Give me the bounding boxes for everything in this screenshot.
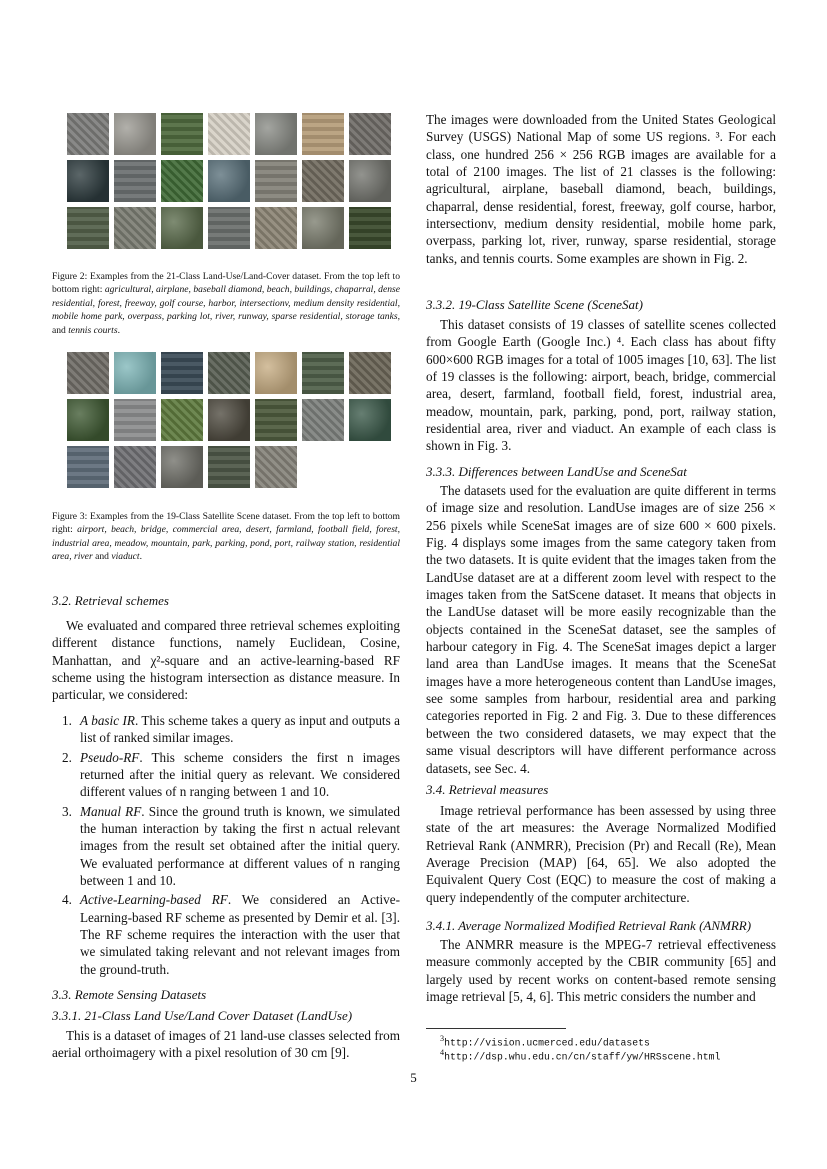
figure-2-tile xyxy=(161,207,203,249)
figure-2-tile xyxy=(114,113,156,155)
figure-3-tile xyxy=(161,399,203,441)
figure-2-image-grid xyxy=(67,113,391,249)
figure-3-tile xyxy=(208,352,250,394)
figure-3-tile xyxy=(161,446,203,488)
figure-2-tile xyxy=(67,207,109,249)
page-number: 5 xyxy=(410,1070,417,1085)
scheme-number: 2. xyxy=(62,749,72,765)
paragraph-retrieval-measures: Image retrieval performance has been assessed by using three state of the art measures: the Average Normalized Modified Retrieval Rank (ANMRR), Precision (Pr) and Recall (Re), Mean Average Precision (MAP) [64, 65]. We also adopted the Equivalent Query Cost (EQC) to measure the cost of making a query independently of the computer architecture. xyxy=(426,803,776,905)
figure-2-tile xyxy=(349,113,391,155)
footnote-rule xyxy=(426,1028,566,1029)
figure-2-tile xyxy=(349,160,391,202)
footnote-4: $^4$http://dsp.whu.edu.cn/cn/staff/yw/HRSscene.html xyxy=(440,1048,721,1063)
scheme-description: . This scheme considers the first n images returned after the initial query as relevant. We considered different values of n ranging between 1 and 10. xyxy=(80,749,400,800)
paragraph-scenesat: This dataset consists of 19 classes of satellite scenes collected from Google Earth (Google Inc.) ⁴. Each class has about fifty 600×600 RGB images for a total of 1005 images [10, 63]. The list of 19 classes is the following: airport, beach, bridge, commercial area, desert, farmland, football field, forest, industrial area, meadow, mountain, park, parking, pond, port, railway station, residential area, river and viaduct. An example of each class is shown in Fig. 3. xyxy=(426,317,776,454)
scheme-name: Pseudo-RF xyxy=(80,749,140,765)
figure-3-tile xyxy=(302,399,344,441)
scheme-list-item xyxy=(52,891,400,978)
figure-3-tile xyxy=(114,446,156,488)
footnote-4-url[interactable]: http://dsp.whu.edu.cn/cn/staff/yw/HRSscene.html xyxy=(444,1051,721,1063)
figure-2-tile xyxy=(302,113,344,155)
scheme-name: Manual RF xyxy=(80,803,142,819)
retrieval-schemes-list xyxy=(52,712,400,980)
scheme-list-item xyxy=(52,803,400,890)
figure-3-tile xyxy=(67,352,109,394)
figure-2-tile xyxy=(114,207,156,249)
figure-2-tile xyxy=(255,113,297,155)
figure-2-tile xyxy=(67,160,109,202)
section-heading-retrieval-schemes: 3.2. Retrieval schemes xyxy=(52,593,169,608)
footnote-3: $^3$http://vision.ucmerced.edu/datasets xyxy=(440,1034,650,1049)
scheme-name: A basic IR xyxy=(80,713,135,728)
figure-3-tile xyxy=(114,352,156,394)
figure-3-caption: Figure 3: Examples from the 19-Class Satellite Scene dataset. From the top left to bottom right: airport, beach, bridge, commercial area, desert, farmland, football field, forest, industrial area, meadow, mountain, park, parking, pond, port, railway station, residential area, river and viaduct. xyxy=(52,511,400,563)
scheme-description: . This scheme takes a query as input and outputs a list of ranked similar images. xyxy=(80,713,400,746)
figure-2-tile xyxy=(255,207,297,249)
scheme-name: Active-Learning-based RF xyxy=(80,892,228,908)
scheme-number: 4. xyxy=(62,892,72,908)
figure-3-tile xyxy=(255,352,297,394)
scheme-description: . Since the ground truth is known, we simulated the human interaction by taking the first n actual relevant images from the result set obtained after the initial query. We evaluated performance at different values of n ranging between 1 and 10. xyxy=(80,803,400,889)
figure-3-tile xyxy=(208,399,250,441)
figure-3-tile xyxy=(349,399,391,441)
figure-3-tile xyxy=(349,352,391,394)
paragraph-anmrr: The ANMRR measure is the MPEG-7 retrieval effectiveness measure commonly accepted by the CBIR community [65] and largely used by recent works on content-based remote sensing image retrieval [5, 4, 6]. This metric considers the number and xyxy=(426,937,776,1005)
scheme-list-item xyxy=(52,712,400,747)
paragraph-differences: The datasets used for the evaluation are quite different in terms of image size and resolution. LandUse images are of size 256 × 256 pixels while SceneSat images are of size 600 × 600 pixels. Fig. 4 displays some images from the same category taken from the two datasets. It is quite evident that the images taken from the LandUse dataset are at a different zoom level with respect to the images taken from the SatScene dataset. It means that objects in the LandUse dataset will be more easily recognizable than the objects contained in the SceneSat dataset, see the samples of harbour category in Fig. 4. The SceneSat images depict a larger land area than LandUse images. It means that the SceneSat images have a more heterogeneous content than LandUse images, see some samples from harbour, residential area and parking categories reported in Fig. 2 and Fig. 3. Due to these differences between the two considered datasets, we may expect that the same visual descriptors will have different performance across datasets, see Sec. 4. xyxy=(426,483,776,776)
figure-2-tile xyxy=(208,207,250,249)
figure-2-tile xyxy=(302,160,344,202)
paragraph-retrieval-schemes: We evaluated and compared three retrieval schemes exploiting different distance functions, namely Euclidean, Cosine, Manhattan, and χ²-square and an active-learning-based RF scheme using the histogram intersection as distance measure. In particular, we considered: xyxy=(52,618,400,703)
figure-3-tile xyxy=(302,352,344,394)
figure-3-tile xyxy=(255,399,297,441)
figure-2-tile xyxy=(208,160,250,202)
figure-3-tile xyxy=(67,446,109,488)
figure-2-tile xyxy=(255,160,297,202)
paragraph-landuse: This is a dataset of images of 21 land-use classes selected from aerial orthoimagery with a pixel resolution of 30 cm [9]. xyxy=(52,1028,400,1061)
scheme-number: 1. xyxy=(62,713,72,728)
figure-2-tile xyxy=(349,207,391,249)
section-heading-scenesat: 3.3.2. 19-Class Satellite Scene (SceneSat) xyxy=(426,297,643,312)
figure-3-tile xyxy=(161,352,203,394)
section-heading-anmrr: 3.4.1. Average Normalized Modified Retrieval Rank (ANMRR) xyxy=(426,918,752,933)
section-heading-differences: 3.3.3. Differences between LandUse and SceneSat xyxy=(426,464,687,479)
figure-2-caption: Figure 2: Examples from the 21-Class Land-Use/Land-Cover dataset. From the top left to bottom right: agricultural, airplane, baseball diamond, beach, buildings, chaparral, dense residential, forest, freeway, golf course, harbor, intersectionv, medium density residential, mobile home park, overpass, parking lot, river, runway, sparse residential, storage tanks, and tennis courts. xyxy=(52,271,400,336)
figure-3-tile xyxy=(208,446,250,488)
figure-3-tile xyxy=(114,399,156,441)
figure-2-tile xyxy=(302,207,344,249)
figure-3-image-grid xyxy=(67,352,391,488)
figure-3-tile xyxy=(255,446,297,488)
figure-2-tile xyxy=(67,113,109,155)
scheme-number: 3. xyxy=(62,803,72,819)
figure-2-tile xyxy=(114,160,156,202)
figure-2-tile xyxy=(208,113,250,155)
section-heading-landuse: 3.3.1. 21-Class Land Use/Land Cover Dataset (LandUse) xyxy=(52,1008,353,1023)
figure-2-tile xyxy=(161,160,203,202)
footnote-3-url[interactable]: http://vision.ucmerced.edu/datasets xyxy=(444,1037,650,1049)
figure-2-tile xyxy=(161,113,203,155)
section-heading-retrieval-measures: 3.4. Retrieval measures xyxy=(426,782,549,797)
scheme-description: . We considered an Active-Learning-based RF scheme as presented by Demir et al. [3]. The RF scheme requires the interaction with the user that we simulated taking relevant and not relevant images from the ground-truth. xyxy=(80,892,401,977)
scheme-list-item xyxy=(52,749,400,801)
paragraph-usgs: The images were downloaded from the United States Geological Survey (USGS) National Map of some US regions. ³. For each class, one hundred 256 × 256 RGB images are available for a total of 2100 images. The list of 21 classes is the following: agricultural, airplane, baseball diamond, beach, buildings, chaparral, dense residential, forest, freeway, golf course, harbor, intersectionv, medium density residential, mobile home park, overpass, parking lot, river, runway, sparse residential, storage tanks, and tennis courts. Some examples are shown in Fig. 2. xyxy=(426,112,776,266)
section-heading-remote-sensing: 3.3. Remote Sensing Datasets xyxy=(52,987,207,1002)
figure-3-tile xyxy=(67,399,109,441)
